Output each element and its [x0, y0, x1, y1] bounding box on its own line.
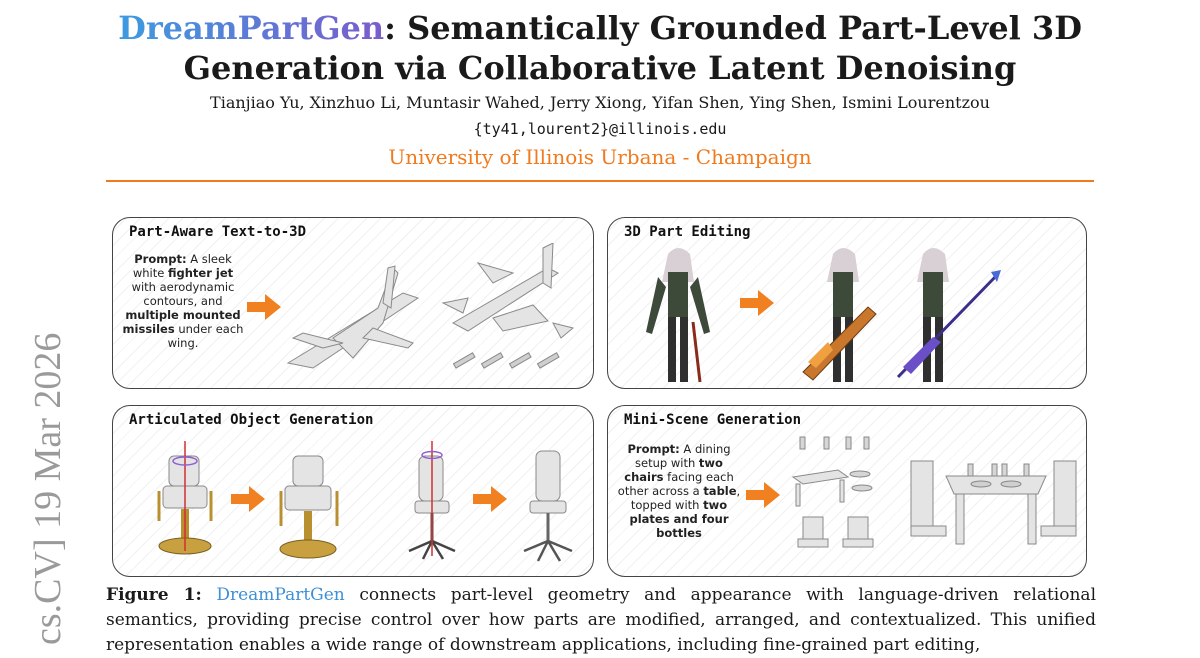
exploded-jet-parts-image [433, 243, 583, 383]
panel-mini-scene-generation [607, 405, 1087, 577]
arrow-icon [473, 486, 509, 512]
character-edited-spear-image [893, 242, 1003, 387]
office-chair-image [403, 441, 463, 571]
barber-chair-result-image [273, 451, 348, 571]
affiliation: University of Illinois Urbana - Champaign [388, 145, 812, 169]
panel-3d-part-editing [607, 217, 1087, 389]
paper-title [0, 8, 1200, 88]
arrow-icon [740, 290, 776, 316]
caption-brand: DreamPartGen [216, 585, 345, 605]
title-brand: DreamPartGen [118, 9, 385, 47]
caption-text: connects part-level geometry and appearance with language-driven relational semantics, providing precise control over how parts are modified, arranged, and contextualized. This unified representation enables a wide range of downstream applications, including fine-grained part editing, [106, 585, 1097, 655]
panel-title: Articulated Object Generation [129, 412, 374, 428]
fighter-jet-image [283, 248, 423, 383]
title-rest-line1: : Semantically Grounded Part-Level 3D [384, 9, 1082, 47]
arrow-icon [746, 482, 782, 508]
email: {ty41,lourent2}@illinois.edu [473, 120, 727, 138]
barber-chair-image [151, 441, 221, 571]
arrow-icon [247, 294, 283, 320]
authors: Tianjiao Yu, Xinzhuo Li, Muntasir Wahed, Jerry Xiong, Yifan Shen, Ying Shen, Ismini Lourentzou [210, 93, 990, 112]
figure-caption [106, 583, 1096, 658]
character-edited-sword-image [798, 242, 888, 387]
panel-articulated-object-generation [112, 405, 594, 577]
prompt-text: Prompt: A dining setup with two chairs facing each other across a table, topped with two plates and four bottles [617, 442, 741, 540]
scene-parts-image [788, 432, 888, 572]
arrow-icon [231, 486, 267, 512]
panel-part-aware-text-to-3d [112, 217, 594, 389]
caption-label: Figure 1: [106, 585, 202, 605]
title-rule [106, 180, 1094, 182]
panel-title: Part-Aware Text-to-3D [129, 224, 307, 240]
prompt-text: Prompt: A sleek white fighter jet with aerodynamic contours, and multiple mounted missiles under each wing. [122, 252, 244, 350]
composed-scene-image [906, 446, 1081, 556]
office-chair-result-image [518, 446, 578, 571]
panel-title: 3D Part Editing [624, 224, 751, 240]
character-image [638, 242, 718, 387]
panel-title: Mini-Scene Generation [624, 412, 802, 428]
arxiv-side-stamp: cs.CV] 19 Mar 2026 [27, 332, 69, 645]
title-line2: Generation via Collaborative Latent Denoising [183, 49, 1017, 87]
